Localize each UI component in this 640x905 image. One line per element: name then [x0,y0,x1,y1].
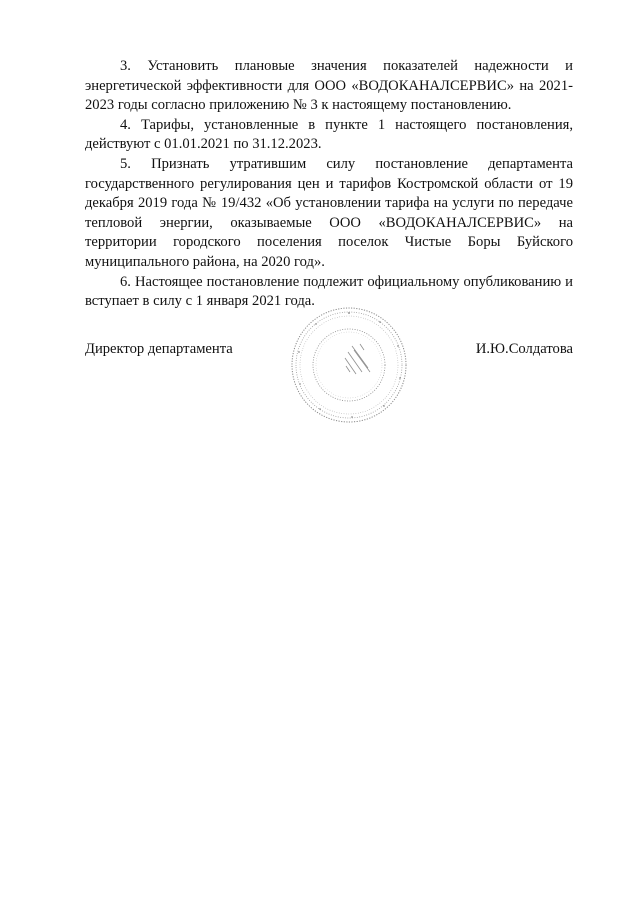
document-body [85,57,573,312]
paragraph-item-4: 4. Тарифы, установленные в пункте 1 настоящего постановления, действуют с 01.01.2021 по 31.12.2023. [85,116,573,153]
paragraph-item-6: 6. Настоящее постановление подлежит официальному опубликованию и вступает в силу с 1 января 2021 года. [85,273,573,310]
paragraph-item-3: 3. Установить плановые значения показателей надежности и энергетической эффективности для ООО «ВОДОКАНАЛСЕРВИС» на 2021-2023 годы согласно приложению № 3 к настоящему постановлению. [85,58,573,114]
signatory-name: И.Ю.Солдатова [475,341,573,357]
official-stamp-icon [290,306,408,424]
signatory-title: Директор департамента [85,341,233,357]
paragraph-item-5: 5. Признать утратившим силу постановление департамента государственного регулирования цен и тарифов Костромской области от 19 декабря 2019 года № 19/432 «Об установлении тарифа на услуги по передаче тепловой энергии, оказываемые ООО «ВОДОКАНАЛСЕРВИС» на территории городского поселения поселок Чистые Боры Буйского муниципального района, на 2020 год». [85,155,573,270]
